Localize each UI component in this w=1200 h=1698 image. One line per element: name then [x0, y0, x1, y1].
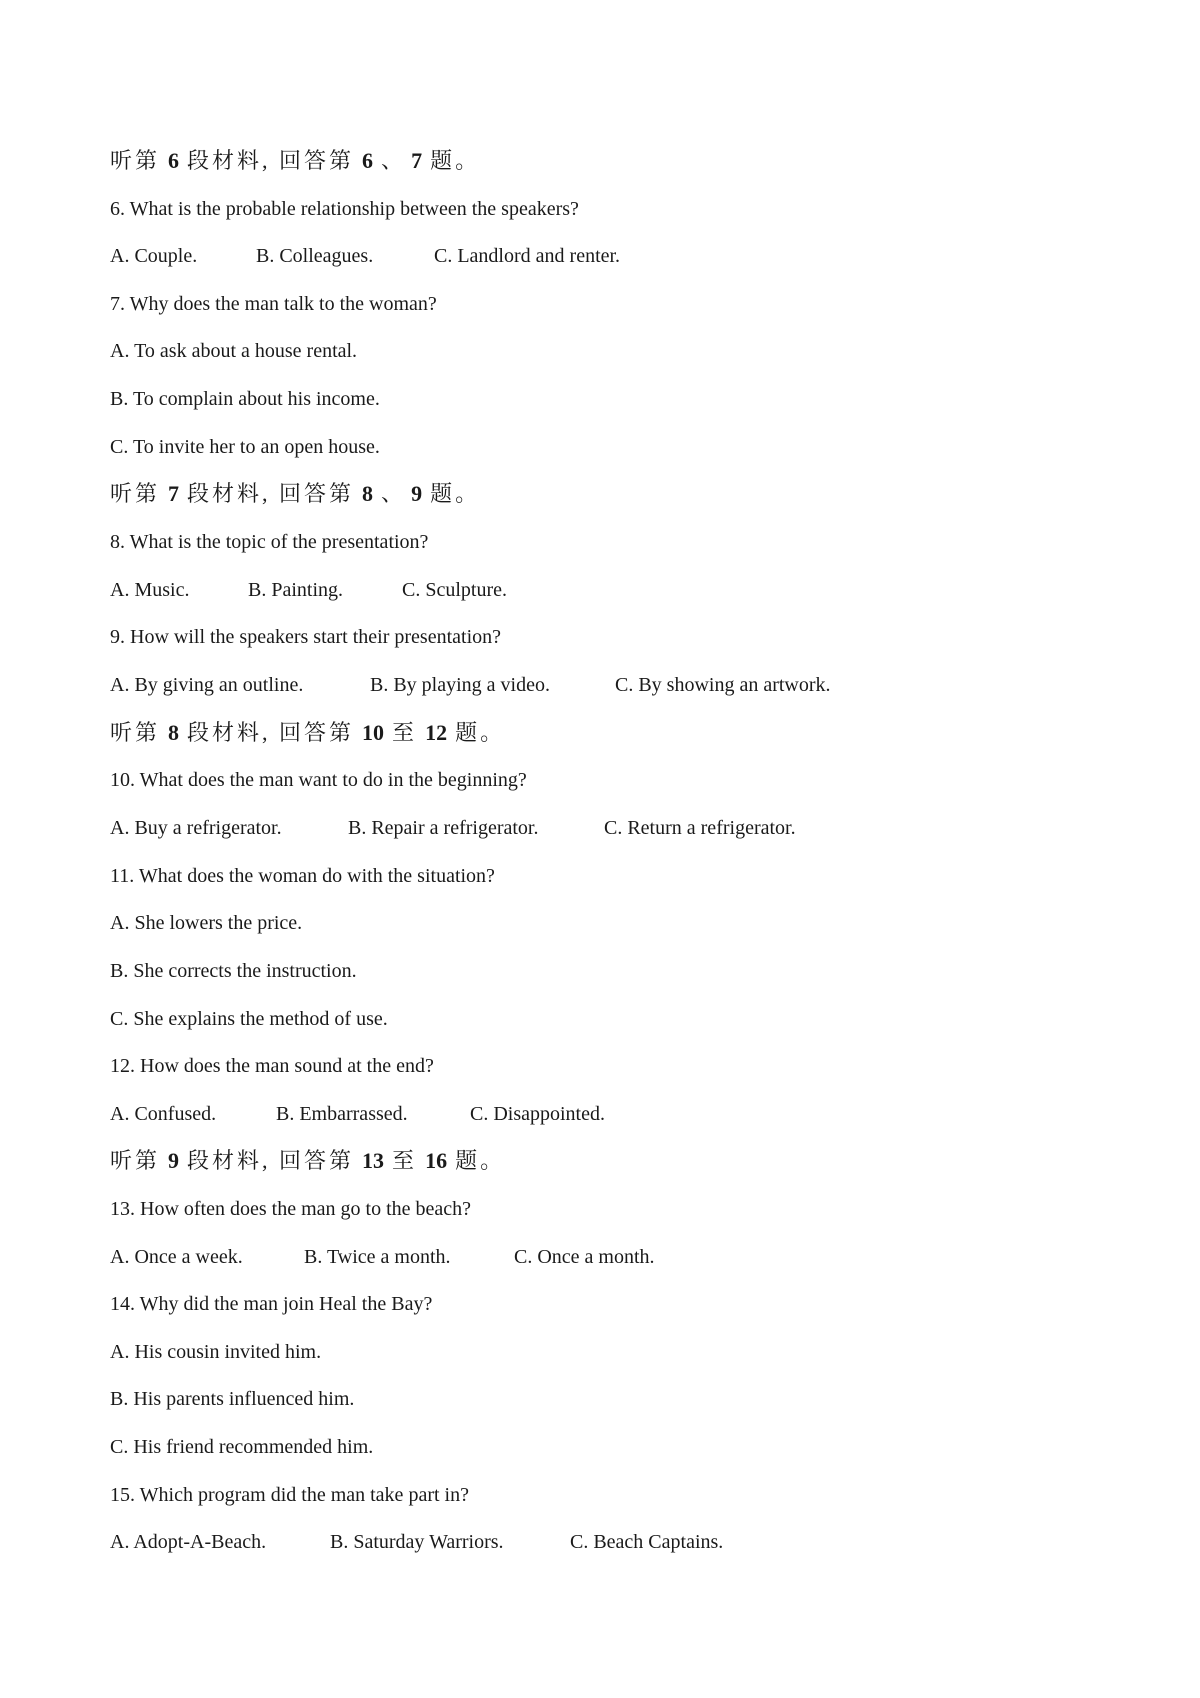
option-a: A. Once a week.: [110, 1246, 243, 1268]
option-b: B. Twice a month.: [304, 1246, 451, 1268]
option-b: B. His parents influenced him.: [110, 1388, 355, 1410]
question-11: 11. What does the woman do with the situation?: [110, 865, 495, 887]
option-a: A. By giving an outline.: [110, 674, 304, 696]
option-b: B. Colleagues.: [256, 245, 374, 267]
option-c: C. His friend recommended him.: [110, 1436, 374, 1458]
option-c: C. Return a refrigerator.: [604, 817, 796, 839]
option-b: B. Saturday Warriors.: [330, 1531, 504, 1553]
section-header-8: 听第 8 段材料, 回答第 10 至 12 题。: [110, 720, 506, 745]
question-7: 7. Why does the man talk to the woman?: [110, 293, 437, 315]
option-a: A. Couple.: [110, 245, 198, 267]
option-a: A. To ask about a house rental.: [110, 340, 358, 362]
section-header-6: 听第 6 段材料, 回答第 6 、 7 题。: [110, 148, 481, 173]
option-b: B. Embarrassed.: [276, 1103, 408, 1125]
question-12: 12. How does the man sound at the end?: [110, 1055, 434, 1077]
option-c: C. Landlord and renter.: [434, 245, 621, 267]
option-b: B. By playing a video.: [370, 674, 550, 696]
option-c: C. She explains the method of use.: [110, 1008, 388, 1030]
option-a: A. His cousin invited him.: [110, 1341, 322, 1363]
option-c: C. Beach Captains.: [570, 1531, 724, 1553]
question-9: 9. How will the speakers start their presentation?: [110, 626, 501, 648]
option-c: C. Once a month.: [514, 1246, 655, 1268]
question-6: 6. What is the probable relationship between the speakers?: [110, 198, 579, 220]
question-10: 10. What does the man want to do in the beginning?: [110, 769, 527, 791]
option-a: A. Adopt-A-Beach.: [110, 1531, 267, 1553]
option-a: A. Music.: [110, 579, 190, 601]
option-b: B. Repair a refrigerator.: [348, 817, 539, 839]
option-b: B. To complain about his income.: [110, 388, 380, 410]
option-a: A. She lowers the price.: [110, 912, 303, 934]
question-13: 13. How often does the man go to the beach?: [110, 1198, 472, 1220]
section-header-7: 听第 7 段材料, 回答第 8 、 9 题。: [110, 481, 481, 506]
option-b: B. Painting.: [248, 579, 344, 601]
option-a: A. Buy a refrigerator.: [110, 817, 282, 839]
option-c: C. Disappointed.: [470, 1103, 605, 1125]
option-c: C. Sculpture.: [402, 579, 507, 601]
question-14: 14. Why did the man join Heal the Bay?: [110, 1293, 433, 1315]
option-b: B. She corrects the instruction.: [110, 960, 357, 982]
option-c: C. By showing an artwork.: [615, 674, 831, 696]
question-8: 8. What is the topic of the presentation?: [110, 531, 429, 553]
option-c: C. To invite her to an open house.: [110, 436, 380, 458]
question-15: 15. Which program did the man take part in?: [110, 1484, 469, 1506]
option-a: A. Confused.: [110, 1103, 217, 1125]
section-header-9: 听第 9 段材料, 回答第 13 至 16 题。: [110, 1148, 506, 1173]
